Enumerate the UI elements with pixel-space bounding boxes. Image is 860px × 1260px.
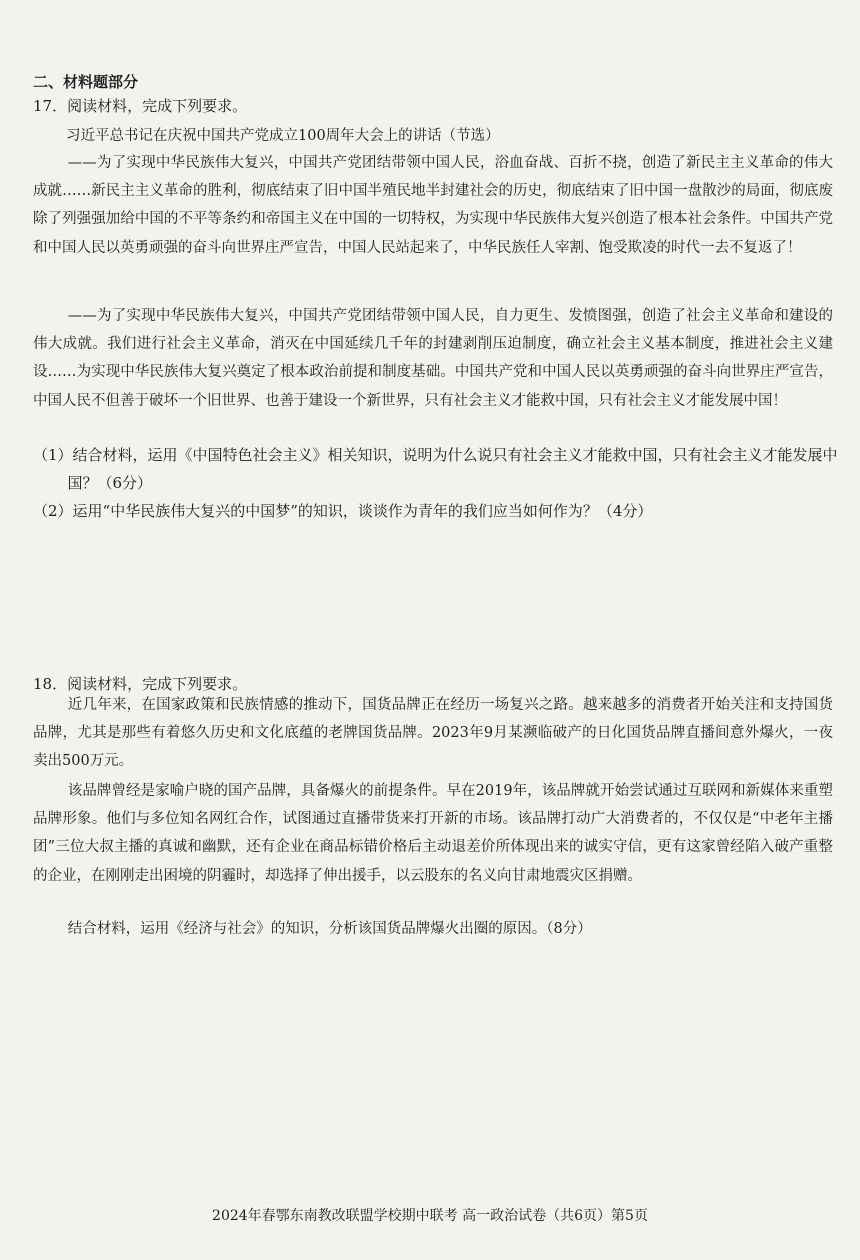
q17-material-paragraph-1: ——为了实现中华民族伟大复兴，中国共产党团结带领中国人民，浴血奋战、百折不挠，创造了新民主主义革命的伟大成就……新民主主义革命的胜利，彻底结束了旧中国半殖民地半封建社会的历史，彻底结束了旧中国一盘散沙的局面，彻底废除了列强强加给中国的不平等条约和帝国主义在中国的一切特权，为实现中华民族伟大复兴创造了根本社会条件。中国共产党和中国人民以英勇顽强的奋斗向世界庄严宣告，中国人民站起来了，中华民族任人宰割、饱受欺凌的时代一去不复返了！ — [33, 155, 833, 256]
q18-material-paragraph-2: 该品牌曾经是家喻户晓的国产品牌，具备爆火的前提条件。早在2019年，该品牌就开始尝试通过互联网和新媒体来重塑品牌形象。他们与多位知名网红合作，试图通过直播带货来打开新的市场。该品牌打动广大消费者的，不仅仅是“中老年主播团”三位大叔主播的真诚和幽默，还有企业在商品标错价格后主动退差价所体现出来的诚实守信，更有这家曾经陷入破产重整的企业，在刚刚走出困境的阴霾时，却选择了伸出援手，以云股东的名义向甘肃地震灾区捐赠。 — [33, 783, 833, 884]
q17-subquestion-2: （2）运用“中华民族伟大复兴的中国梦”的知识，谈谈作为青年的我们应当如何作为？（4分） — [33, 502, 653, 520]
q18-material-paragraph-1: 近几年来，在国家政策和民族情感的推动下，国货品牌正在经历一场复兴之路。越来越多的消费者开始关注和支持国货品牌，尤其是那些有着悠久历史和文化底蕴的老牌国货品牌。2023年9月某濒临破产的日化国货品牌直播间意外爆火，一夜卖出500万元。 — [33, 697, 833, 770]
page-footer: 2024年春鄂东南教改联盟学校期中联考 高一政治试卷（共6页）第5页 — [212, 1208, 648, 1224]
q18-requirement: 结合材料，运用《经济与社会》的知识，分析该国货品牌爆火出圈的原因。（8分） — [67, 921, 592, 937]
question-18-heading: 18．阅读材料，完成下列要求。 — [33, 675, 248, 693]
q17-material-paragraph-2: ——为了实现中华民族伟大复兴，中国共产党团结带领中国人民，自力更生、发愤图强，创造了社会主义革命和建设的伟大成就。我们进行社会主义革命，消灭在中国延续几千年的封建剥削压迫制度，确立社会主义基本制度，推进社会主义建设……为实现中华民族伟大复兴奠定了根本政治前提和制度基础。中国共产党和中国人民以英勇顽强的奋斗向世界庄严宣告，中国人民不但善于破坏一个旧世界、也善于建设一个新世界，只有社会主义才能救中国，只有社会主义才能发展中国！ — [33, 308, 833, 409]
speech-title: 习近平总书记在庆祝中国共产党成立100周年大会上的讲话（节选） — [66, 128, 500, 144]
q17-subquestion-1: （1）结合材料，运用《中国特色社会主义》相关知识，说明为什么说只有社会主义才能救中国，只有社会主义才能发展中国？（6分） — [33, 446, 838, 492]
question-17-heading: 17．阅读材料，完成下列要求。 — [33, 97, 248, 115]
section-title: 二、材料题部分 — [33, 73, 139, 91]
